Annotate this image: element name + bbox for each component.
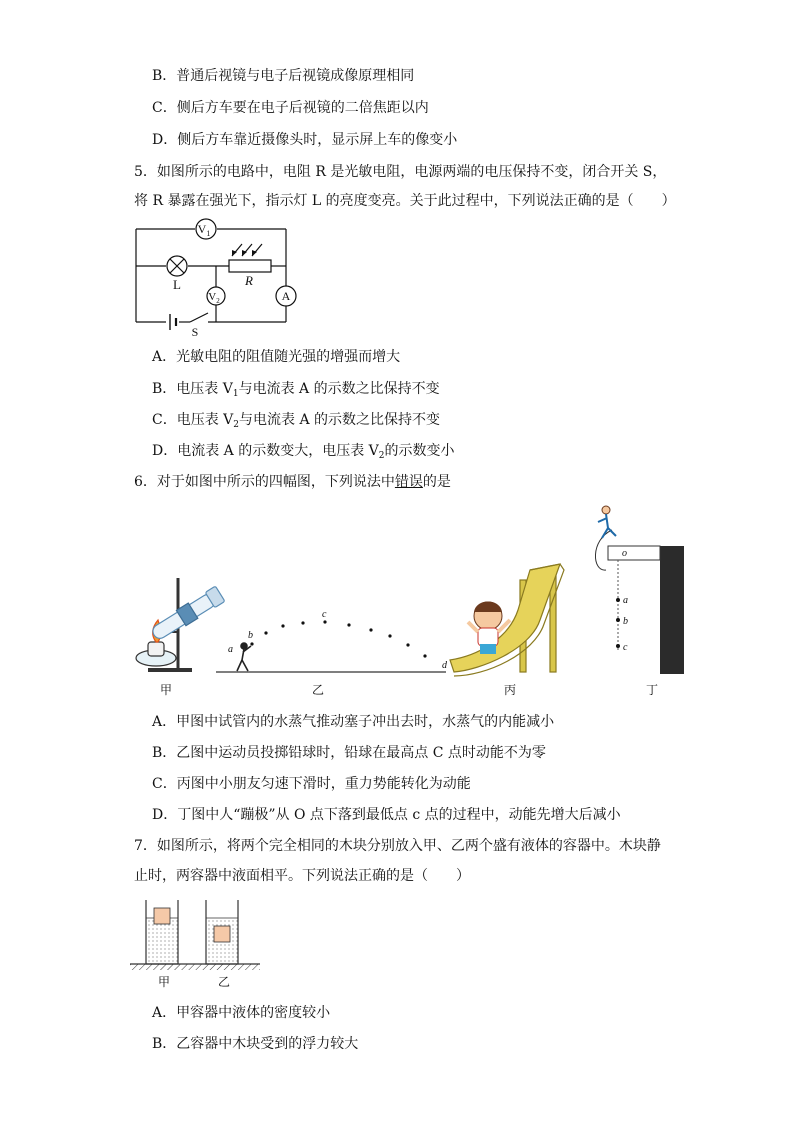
q6-option-a: A．甲图中试管内的水蒸气推动塞子冲出去时，水蒸气的内能减小: [152, 714, 555, 730]
q7-container-figure: [128, 896, 268, 992]
svg-text:b: b: [623, 616, 628, 627]
wood-block: [214, 926, 230, 942]
svg-text:d: d: [442, 660, 447, 671]
q4-option-c: C．侧后方车要在电子后视镜的二倍焦距以内: [152, 100, 429, 116]
figure-jia: [136, 578, 225, 670]
q5-option-d: D．电流表 A 的示数变大，电压表 $V_2$的示数变小: [152, 443, 455, 461]
q7-stem-line2: 止时，两容器中液面相平。下列说法正确的是（ ）: [134, 868, 470, 884]
svg-text:甲: 甲: [160, 683, 173, 697]
svg-text:o: o: [622, 548, 627, 559]
svg-text:丙: 丙: [504, 683, 517, 697]
svg-text:V2: $V_2$: [208, 291, 220, 305]
q6-stem: 6．对于如图中所示的四幅图，下列说法中错误的是: [134, 474, 451, 490]
q5-option-c: C．电压表 $V_2$与电流表 A 的示数之比保持不变: [152, 412, 441, 430]
svg-text:丁: 丁: [646, 683, 659, 697]
q5-option-a: A．光敏电阻的阻值随光强的增强而增大: [152, 349, 401, 365]
svg-text:A: A: [281, 289, 291, 303]
svg-text:L: L: [173, 277, 181, 292]
q6-option-b: B．乙图中运动员投掷铅球时，铅球在最高点 C 点时动能不为零: [152, 745, 546, 761]
svg-text:乙: 乙: [312, 683, 325, 697]
q7-option-a: A．甲容器中液体的密度较小: [152, 1005, 331, 1021]
q5-circuit-diagram: [128, 218, 308, 339]
q5-stem-line2: 将 R 暴露在强光下，指示灯 L 的亮度变亮。关于此过程中，下列说法正确的是（ ）: [134, 193, 676, 209]
container-yi: [206, 900, 238, 964]
figure-bing: [450, 564, 564, 676]
svg-text:S: S: [191, 325, 199, 339]
q5-stem-line1: 5．如图所示的电路中，电阻 R 是光敏电阻，电源两端的电压保持不变，闭合开关 S，: [134, 164, 667, 180]
q6-option-d: D．丁图中人“蹦极”从 O 点下落到最低点 c 点的过程中，动能先增大后减小: [152, 807, 621, 823]
q7-option-b: B．乙容器中木块受到的浮力较大: [152, 1036, 359, 1052]
svg-text:R: R: [245, 273, 253, 288]
figure-yi: [216, 609, 448, 672]
q4-option-d: D．侧后方车靠近摄像头时，显示屏上车的像变小: [152, 132, 458, 148]
svg-text:a: a: [228, 644, 233, 655]
athlete-icon: [237, 643, 251, 671]
svg-text:a: a: [623, 595, 628, 606]
svg-text:c: c: [623, 642, 628, 653]
svg-text:乙: 乙: [218, 975, 231, 989]
figure-ding: [595, 506, 684, 674]
q4-option-b: B．普通后视镜与电子后视镜成像原理相同: [152, 68, 415, 84]
container-jia: [146, 900, 178, 964]
svg-text:c: c: [322, 609, 327, 620]
svg-text:甲: 甲: [158, 975, 171, 989]
q7-stem-line1: 7．如图所示，将两个完全相同的木块分别放入甲、乙两个盛有液体的容器中。木块静: [134, 838, 661, 854]
svg-text:b: b: [248, 630, 253, 641]
q6-four-figures: [120, 500, 700, 700]
wood-block: [154, 908, 170, 924]
q5-option-b: B．电压表 $V_1$与电流表 A 的示数之比保持不变: [152, 381, 440, 399]
q6-option-c: C．丙图中小朋友匀速下滑时，重力势能转化为动能: [152, 776, 471, 792]
svg-text:V1: $V_1$: [197, 222, 211, 238]
